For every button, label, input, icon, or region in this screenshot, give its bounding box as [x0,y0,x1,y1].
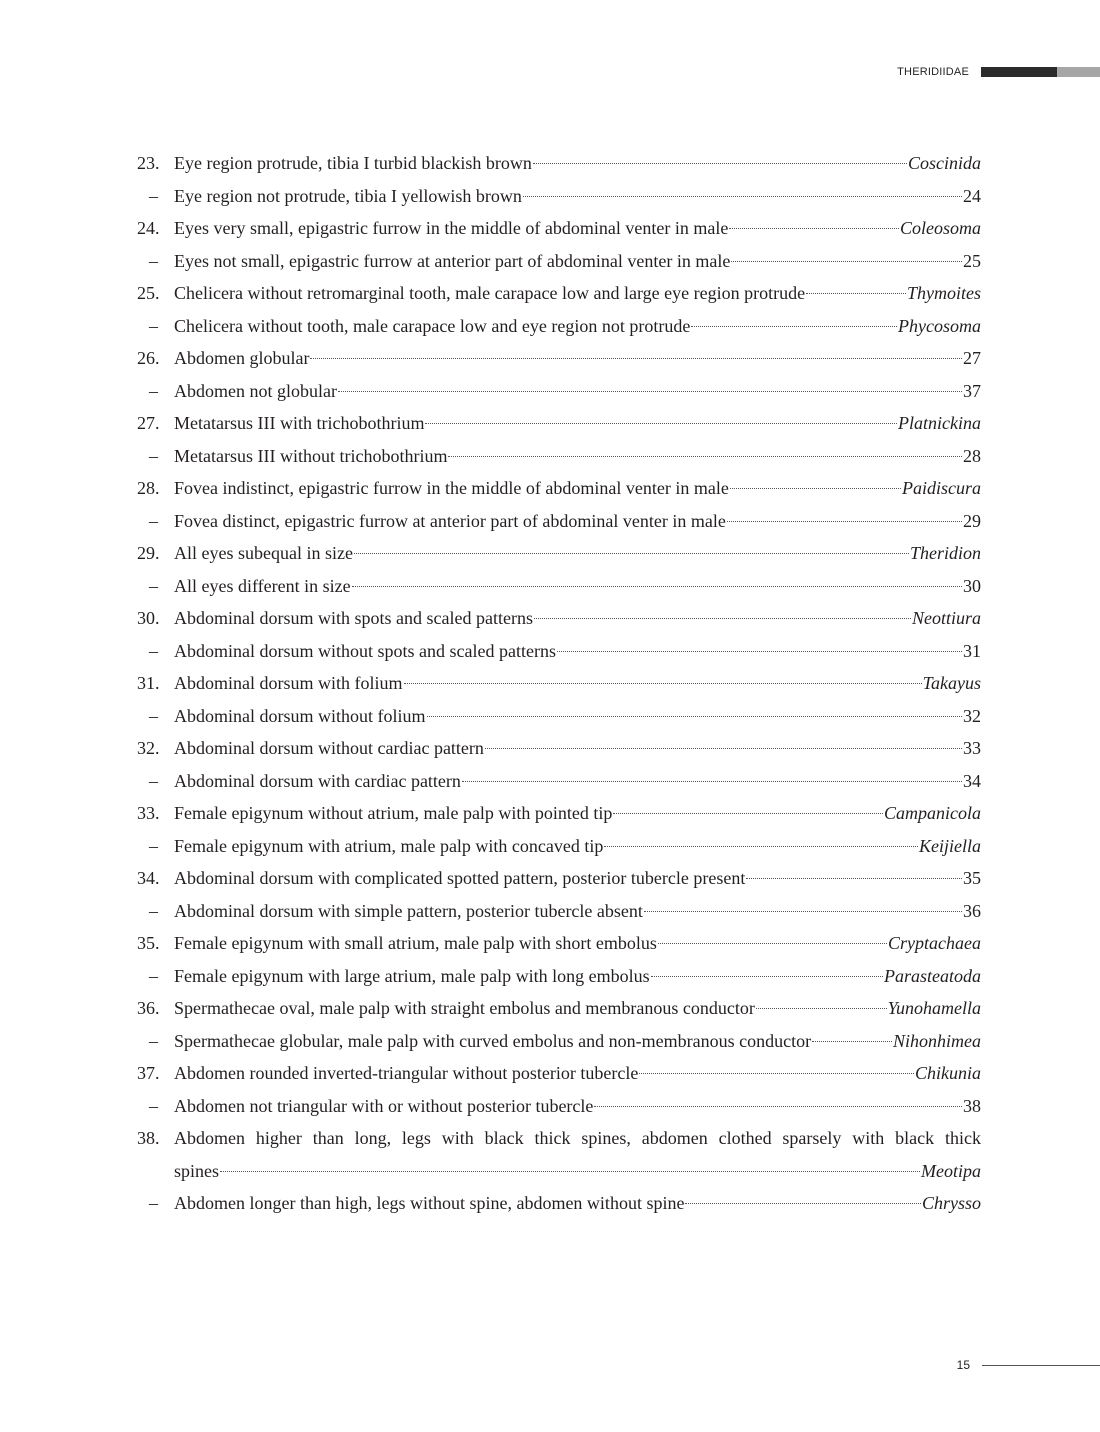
couplet-description: Abdominal dorsum without cardiac pattern [174,738,484,758]
couplet-description: Eyes very small, epigastric furrow in the middle of abdominal venter in male [174,218,729,238]
genus-name: Keijiella [919,835,981,856]
genus-name: Nihonhimea [893,1030,981,1051]
couplet-description: Chelicera without tooth, male carapace low and eye region not protrude [174,315,691,336]
key-entry [137,472,981,505]
dot-leader [812,1041,892,1042]
couplet-number: – [149,510,158,531]
identification-key [137,147,981,1220]
genus-name: Campanicola [884,803,981,823]
couplet-description: Abdominal dorsum with spots and scaled patterns [174,608,533,628]
dot-leader [731,261,962,262]
couplet-description: Abdominal dorsum without folium [174,705,426,726]
couplet-description: Spermathecae oval, male palp with straight embolus and membranous conductor [174,998,755,1018]
couplet-number: – [149,380,158,401]
key-entry [137,1025,981,1058]
dot-leader [730,488,901,489]
next-couplet-ref: 25 [963,250,981,271]
genus-name: Coscinida [907,153,981,173]
dot-leader [756,1008,887,1009]
key-entry [137,862,981,895]
dot-leader [523,196,962,197]
genus-name: Yunohamella [887,998,981,1018]
next-couplet-ref: 37 [963,380,981,401]
genus-name: Phycosoma [898,315,981,336]
key-entry [137,1057,981,1090]
couplet-number: – [149,315,158,336]
next-couplet-ref: 28 [963,445,981,466]
couplet-description: Abdomen higher than long, legs with black thick spines, abdomen clothed sparsely with black thick [174,1128,981,1148]
couplet-number: 33. [137,803,160,823]
key-entry [137,407,981,440]
key-entry [137,927,981,960]
couplet-number: 38. [137,1128,160,1148]
dot-leader [404,683,922,684]
couplet-number: – [149,1030,158,1051]
couplet-description: Chelicera without retromarginal tooth, male carapace low and large eye region protrude [174,283,806,303]
dot-leader [310,358,962,359]
couplet-number: 36. [137,998,160,1018]
key-entry [137,700,981,733]
couplet-description: Female epigynum with small atrium, male palp with short embolus [174,933,657,953]
couplet-number: – [149,640,158,661]
couplet-description: Female epigynum with large atrium, male palp with long embolus [174,965,650,986]
dot-leader [594,1106,962,1107]
couplet-number: 30. [137,608,160,628]
key-entry [137,732,981,765]
couplet-number: 37. [137,1063,160,1083]
genus-name: Meotipa [921,1160,981,1181]
couplet-description: Abdominal dorsum with folium [174,673,403,693]
couplet-number: – [149,965,158,986]
key-entry [137,212,981,245]
next-couplet-ref: 31 [963,640,981,661]
dot-leader [220,1171,920,1172]
running-header [897,64,1100,80]
couplet-number: – [149,250,158,271]
key-entry [137,277,981,310]
key-entry [137,830,981,863]
key-entry [137,570,981,603]
next-couplet-ref: 27 [963,348,981,368]
key-entry [137,375,981,408]
next-couplet-ref: 32 [963,705,981,726]
couplet-description: Metatarsus III without trichobothrium [174,445,448,466]
key-entry [137,765,981,798]
couplet-description: Eye region protrude, tibia I turbid blackish brown [174,153,532,173]
key-entry [137,602,981,635]
dot-leader [534,618,911,619]
key-entry [137,797,981,830]
dot-leader [644,911,962,912]
next-couplet-ref: 30 [963,575,981,596]
couplet-number: 26. [137,348,160,368]
couplet-number: 29. [137,543,160,563]
dot-leader [639,1073,914,1074]
genus-name: Paidiscura [902,478,981,498]
dot-leader [746,878,962,879]
couplet-description: Metatarsus III with trichobothrium [174,413,425,433]
dot-leader [806,293,906,294]
genus-name: Platnickina [898,413,981,433]
couplet-number: 24. [137,218,160,238]
couplet-number: 28. [137,478,160,498]
genus-name: Neottiura [911,608,981,628]
genus-name: Chikunia [915,1063,981,1083]
dot-leader [651,976,883,977]
key-entry [137,180,981,213]
dot-leader [604,846,918,847]
dot-leader [354,553,909,554]
dot-leader [338,391,962,392]
couplet-number: 34. [137,868,160,888]
couplet-description: Fovea indistinct, epigastric furrow in the middle of abdominal venter in male [174,478,729,498]
next-couplet-ref: 34 [963,770,981,791]
dot-leader [427,716,963,717]
next-couplet-ref: 38 [963,1095,981,1116]
couplet-number: – [149,575,158,596]
key-entry [137,1122,981,1187]
genus-name: Chrysso [921,1193,981,1213]
dot-leader [691,326,897,327]
header-title: THERIDIIDAE [897,66,969,78]
couplet-description: All eyes different in size [174,575,351,596]
dot-leader [685,1203,921,1204]
genus-name: Parasteatoda [884,965,981,986]
key-entry [137,537,981,570]
dot-leader [727,521,962,522]
couplet-description: Abdominal dorsum with complicated spotted pattern, posterior tubercle present [174,868,746,888]
key-entry [137,895,981,928]
next-couplet-ref: 29 [963,510,981,531]
page-number: 15 [956,1358,970,1372]
key-entry [137,147,981,180]
key-entry [137,1187,981,1220]
genus-name: Coleosoma [900,218,981,238]
page-footer [957,1358,1100,1372]
couplet-description: Fovea distinct, epigastric furrow at anterior part of abdominal venter in male [174,510,726,531]
couplet-description: Abdominal dorsum with simple pattern, posterior tubercle absent [174,900,643,921]
couplet-description: Abdomen globular [174,348,310,368]
genus-name: Cryptachaea [888,933,981,953]
couplet-description: Female epigynum with atrium, male palp with concaved tip [174,835,604,856]
key-entry [137,635,981,668]
couplet-number: – [149,835,158,856]
key-entry [137,440,981,473]
couplet-number: 32. [137,738,160,758]
couplet-description: Abdomen not globular [174,380,337,401]
couplet-number: 23. [137,153,160,173]
couplet-description: Abdomen rounded inverted-triangular without posterior tubercle [174,1063,639,1083]
couplet-number: – [149,770,158,791]
couplet-number: 31. [137,673,160,693]
genus-name: Theridion [909,543,981,563]
couplet-description: Spermathecae globular, male palp with curved embolus and non-membranous conductor [174,1030,812,1051]
couplet-description: Female epigynum without atrium, male palp with pointed tip [174,803,613,823]
next-couplet-ref: 24 [963,185,981,206]
key-entry [137,960,981,993]
couplet-number: – [149,185,158,206]
next-couplet-ref: 33 [963,738,981,758]
key-entry [137,342,981,375]
key-entry [137,245,981,278]
couplet-number: – [149,705,158,726]
dot-leader [448,456,962,457]
key-entry [137,310,981,343]
couplet-description: spines [174,1160,219,1181]
dot-leader [462,781,962,782]
dot-leader [557,651,962,652]
key-entry [137,1090,981,1123]
key-entry [137,992,981,1025]
dot-leader [425,423,897,424]
dot-leader [658,943,887,944]
couplet-description: Abdomen not triangular with or without posterior tubercle [174,1095,594,1116]
header-bar-dark [981,67,1057,77]
couplet-description: Eye region not protrude, tibia I yellowish brown [174,185,522,206]
dot-leader [485,748,962,749]
couplet-description: All eyes subequal in size [174,543,353,563]
genus-name: Takayus [922,673,981,693]
next-couplet-ref: 35 [963,868,981,888]
genus-name: Thymoites [907,283,981,303]
couplet-number: 27. [137,413,160,433]
couplet-number: – [149,1193,158,1213]
couplet-number: 35. [137,933,160,953]
couplet-description: Abdomen longer than high, legs without spine, abdomen without spine [174,1193,685,1213]
couplet-number: 25. [137,283,160,303]
couplet-number: – [149,1095,158,1116]
dot-leader [613,813,883,814]
dot-leader [729,228,899,229]
key-entry [137,667,981,700]
dot-leader [533,163,907,164]
couplet-number: – [149,900,158,921]
next-couplet-ref: 36 [963,900,981,921]
dot-leader [352,586,962,587]
footer-rule [982,1365,1100,1366]
couplet-description: Abdominal dorsum without spots and scaled patterns [174,640,556,661]
header-bar-light [1057,67,1100,77]
couplet-description: Abdominal dorsum with cardiac pattern [174,770,461,791]
key-entry [137,505,981,538]
couplet-number: – [149,445,158,466]
couplet-description: Eyes not small, epigastric furrow at anterior part of abdominal venter in male [174,250,731,271]
